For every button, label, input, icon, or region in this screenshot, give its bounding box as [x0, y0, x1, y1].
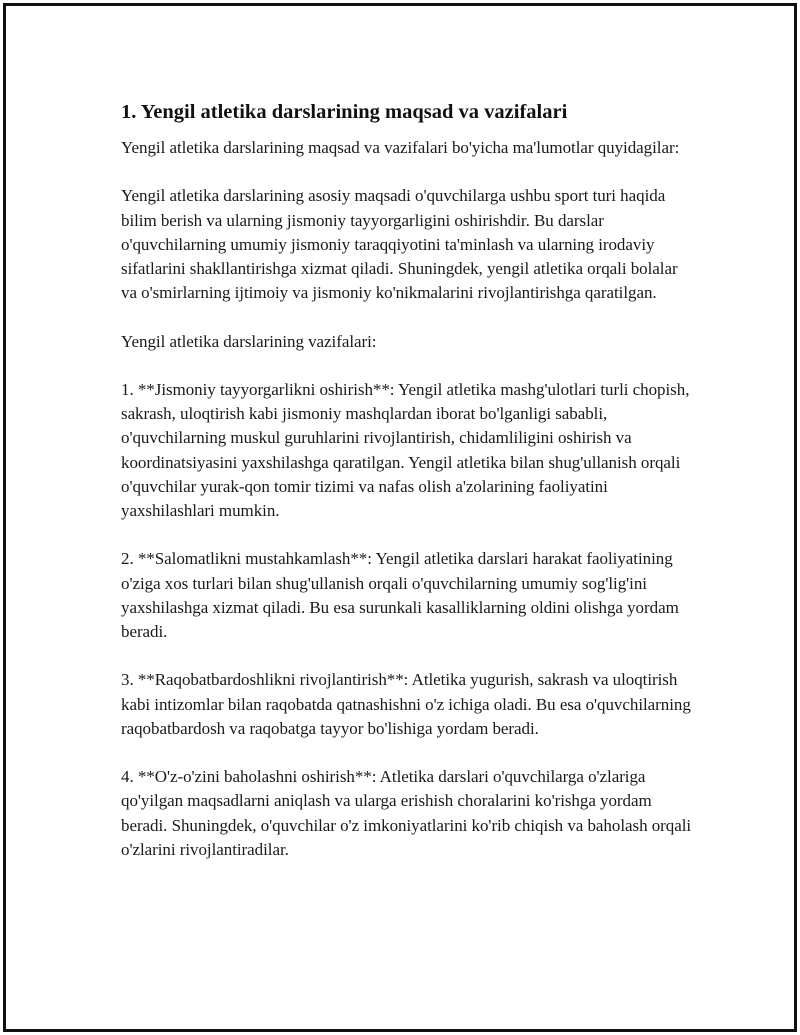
document-title: 1. Yengil atletika darslarining maqsad va vazifalari [121, 101, 568, 123]
task-item-2: 2. **Salomatlikni mustahkamlash**: Yengil atletika darslari harakat faoliyatining o'ziga xos turlari bilan shug'ullanish orqali o'quvchilarning umumiy sog'lig'ini yaxshilashga xizmat qiladi. Bu esa surunkali kasalliklarning oldini olishga yordam beradi. [121, 549, 679, 641]
task-item-1: 1. **Jismoniy tayyorgarlikni oshirish**: Yengil atletika mashg'ulotlari turli chopish, sakrash, uloqtirish kabi jismoniy mashqlardan iborat bo'lganligi sababli, o'quvchilarning muskul guruhlarini rivojlantirish, chidamliligini oshirish va koordinatsiyasini yaxshilashga qaratilgan. Yengil atletika bilan shug'ullanish orqali o'quvchilar yurak-qon tomir tizimi va nafas olish a'zolarining faoliyatini yaxshilashlari mumkin. [121, 379, 690, 520]
tasks-heading-paragraph: Yengil atletika darslarining vazifalari: [121, 331, 377, 351]
document-body [121, 98, 696, 862]
task-item-4: 4. **O'z-o'zini baholashni oshirish**: Atletika darslari o'quvchilarga o'zlariga qo'yilgan maqsadlarni aniqlash va ularga erishish choralarini ko'rishga yordam beradi. Shuningdek, o'quvchilar o'z imkoniyatlarini ko'rib chiqish va baholash orqali o'zlarini rivojlantiradilar. [121, 767, 692, 859]
intro-paragraph: Yengil atletika darslarining maqsad va vazifalari bo'yicha ma'lumotlar quyidagilar: [121, 138, 680, 157]
task-item-3: 3. **Raqobatbardoshlikni rivojlantirish**: Atletika yugurish, sakrash va uloqtirish kabi intizomlar bilan raqobatda qatnashishni o'z ichiga oladi. Bu esa o'quvchilarning raqobatbardosh va raqobatga tayyor bo'lishiga yordam beradi. [121, 670, 691, 738]
page-frame [3, 3, 797, 1032]
goal-paragraph: Yengil atletika darslarining asosiy maqsadi o'quvchilarga ushbu sport turi haqida bilim berish va ularning jismoniy tayyorgarligini oshirishdir. Bu darslar o'quvchilarning umumiy jismoniy taraqqiyotini ta'minlash va ularning irodaviy sifatlarini shakllantirishga xizmat qiladi. Shuningdek, yengil atletika orqali bolalar va o'smirlarning ijtimoiy va jismoniy ko'nikmalarini rivojlantirishga qaratilgan. [121, 186, 678, 303]
